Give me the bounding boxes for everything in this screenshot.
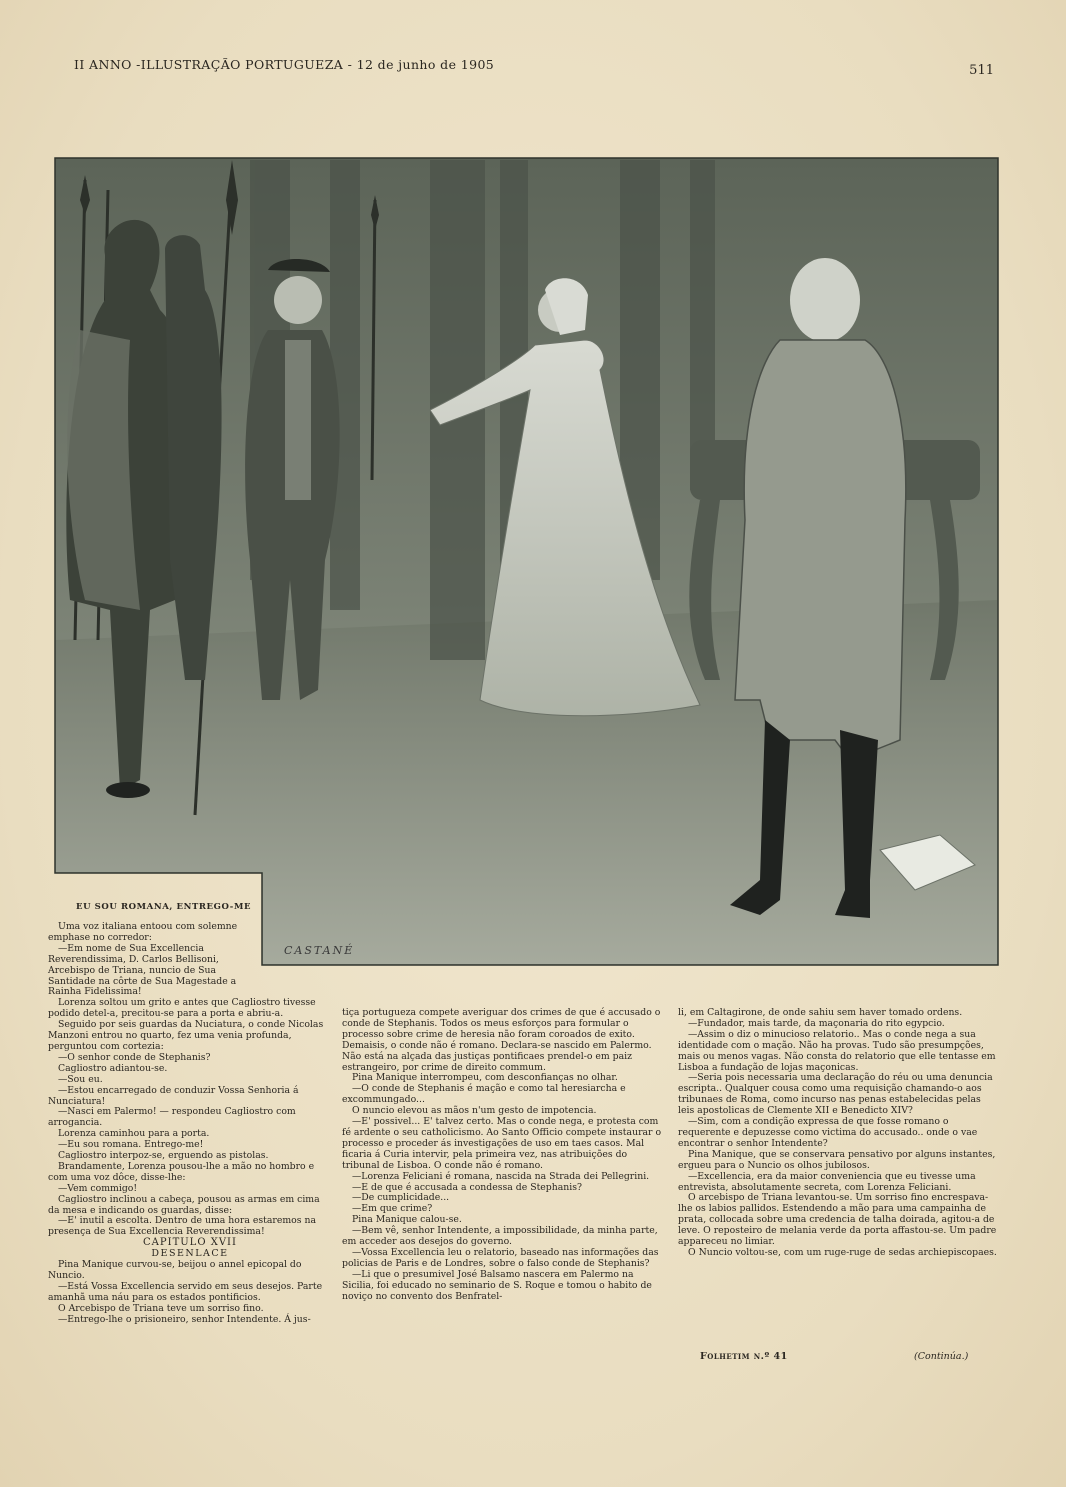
paragraph: —Sou eu. (58, 1073, 103, 1085)
paragraph: —Lorenza Feliciani é romana, nascida na Strada dei Pellegrini. (352, 1170, 650, 1182)
paragraph: —E' inutil a escolta. Dentro de uma hora estaremos na presença de Sua Excellencia Reverendissima! (48, 1215, 316, 1238)
paragraph: —Li que o presumivel José Balsamo nascera em Palermo na Sicilia, foi educado no seminario de S. Roque e tomou o habito de noviço no convento dos Benfratel- (342, 1268, 652, 1302)
page-number: 511 (969, 63, 994, 78)
paragraph: Cagliostro adiantou-se. (58, 1062, 168, 1074)
paragraph: —O conde de Stephanis é mação e como tal heresiarcha e excommungado... (342, 1083, 626, 1106)
paragraph: Cagliostro interpoz-se, erguendo as pistolas. (58, 1150, 269, 1162)
paragraph: —Em nome de Sua Excellencia Reverendissima, D. Carlos Bellisoni, Arcebispo de Triana, nuncio de Sua Santidade na côrte de Sua Magestade a Rainha Fidelissima! (48, 942, 237, 998)
paragraph: Pina Manique, que se conservara pensativo por alguns instantes, ergueu para o Nuncio os olhos jubilosos. (678, 1148, 996, 1171)
running-head: II ANNO -ILLUSTRAÇÃO PORTUGUEZA - 12 de junho de 1905 (74, 57, 495, 72)
paragraph: O Nuncio voltou-se, com um ruge-ruge de sedas archiepiscopaes. (688, 1246, 997, 1258)
paragraph: O Arcebispo de Triana teve um sorriso fino. (58, 1302, 264, 1314)
chapter-heading: CAPITULO XVII (143, 1237, 237, 1249)
illustration-caption: EU SOU ROMANA, ENTREGO-ME (76, 902, 252, 912)
chapter-subheading: DESENLACE (151, 1248, 229, 1260)
folhetim-number: Folhetim n.º 41 (700, 1351, 788, 1362)
paragraph: O nuncio elevou as mãos n'um gesto de impotencia. (352, 1105, 597, 1117)
paragraph: —Seria pois necessaria uma declaração do réu ou uma denuncia escripta.. Qualquer cousa como uma requisição chamando-o aos tribunaes de Roma, como incurso nas penas estabelecidas pelas leis apostolicas de Clemente XII e Benedicto XIV? (678, 1072, 993, 1117)
paragraph: —O senhor conde de Stephanis? (58, 1051, 211, 1063)
paragraph: —Excellencia, era da maior conveniencia que eu tivesse uma entrevista, absolutamente secreta, com Lorenza Feliciani. (678, 1170, 976, 1193)
paragraph: Pina Manique calou-se. (352, 1214, 462, 1226)
paragraph: —Está Vossa Excellencia servido em seus desejos. Parte amanhã uma náu para os estados pontificios. (48, 1280, 323, 1303)
paragraph: —Eu sou romana. Entrego-me! (58, 1139, 204, 1151)
continua-note: (Continúa.) (914, 1351, 969, 1362)
text-column-3 (678, 1008, 998, 1259)
paragraph: Lorenza soltou um grito e antes que Cagliostro tivesse podido detel-a, precitou-se para a porta e abriu-a. (48, 997, 316, 1020)
paragraph: —Vossa Excellencia leu o relatorio, baseado nas informações das policias de Paris e de Londres, sobre o falso conde de Stephanis? (342, 1246, 659, 1269)
paragraph: —Fundador, mais tarde, da maçonaria do rito egypcio. (688, 1017, 945, 1029)
paragraph: —Assim o diz o minucioso relatorio.. Mas o conde nega a sua identidade com o mação. Não ha provas. Tudo são presumpções, mais ou menos vagas. Não consta do relatorio que elle tentasse em Lisboa a fundação de lojas maçonicas. (678, 1028, 996, 1073)
artist-signature: CASTANÉ (284, 944, 355, 957)
paragraph: Brandamente, Lorenza pousou-lhe a mão no hombro e com uma voz dôce, disse-lhe: (48, 1160, 315, 1183)
paragraph: —Em que crime? (352, 1203, 433, 1215)
paragraph: Pina Manique curvou-se, beijou o annel epicopal do Nuncio. (48, 1259, 302, 1281)
text-column-1 (48, 922, 332, 1326)
paragraph: Pina Manique interrompeu, com desconfianças no olhar. (352, 1072, 618, 1084)
paragraph: Lorenza caminhou para a porta. (58, 1128, 210, 1140)
paragraph: —Estou encarregado de conduzir Vossa Senhoria á Nunciatura! (48, 1084, 299, 1107)
paragraph: —Entrego-lhe o prisioneiro, senhor Intendente. Á jus- (58, 1313, 311, 1325)
paragraph: —Vem commigo! (58, 1182, 138, 1194)
text-column-2 (342, 1008, 666, 1302)
paragraph: tiça portugueza compete averiguar dos crimes de que é accusado o conde de Stephanis. Todos os meus esforços para formular o processo sobre crime de heresia não foram coroados de exito. Demaisis, o conde não é romano. Declara-se nascido em Palermo. Não está na alçada das justiças pontificaes prendel-o em paiz estrangeiro, por crime de direito commum. (342, 1007, 661, 1073)
paragraph: li, em Caltagirone, de onde sahiu sem haver tomado ordens. (678, 1007, 963, 1018)
paragraph: —Bem vê, senhor Intendente, a impossibilidade, da minha parte, em acceder aos desejos do governo. (342, 1225, 658, 1248)
paragraph: —De cumplicidade... (352, 1192, 450, 1204)
paragraph: —Nasci em Palermo! — respondeu Cagliostro com arrogancia. (48, 1106, 296, 1129)
paragraph: Uma voz italiana entoou com solemne emphase no corredor: (48, 921, 238, 943)
paragraph: —E' possivel... E' talvez certo. Mas o conde nega, e protesta com fé ardente o seu catholicismo. Ao Santo Officio compete instaurar o processo e proceder ás investigações de uso em taes casos. Mal ficaria á Curia intervir, pela primeira vez, nas atribuições do tribunal de Lisboa. O conde não é romano. (342, 1116, 662, 1171)
paragraph: Cagliostro inclinou a cabeça, pousou as armas em cima da mesa e indicando os guardas, disse: (48, 1193, 320, 1216)
paragraph: O arcebispo de Triana levantou-se. Um sorriso fino encrespava-lhe os labios pallidos. Estendendo a mão para uma campainha de prata, collocada sobre uma credencia de talha doirada, agitou-a de leve. O reposteiro de melania verde da porta affastou-se. Um padre appareceu no limiar. (678, 1192, 997, 1248)
paragraph: —Sim, com a condição expressa de que fosse romano o requerente e depuzesse como victima do accusado.. onde o vae encontrar o senhor Intendente? (678, 1116, 978, 1149)
paragraph: —E de que é accusada a condessa de Stephanis? (352, 1181, 583, 1193)
paragraph: Seguido por seis guardas da Nuciatura, o conde Nicolas Manzoni entrou no quarto, fez uma venia profunda, perguntou com cortezia: (48, 1019, 324, 1052)
